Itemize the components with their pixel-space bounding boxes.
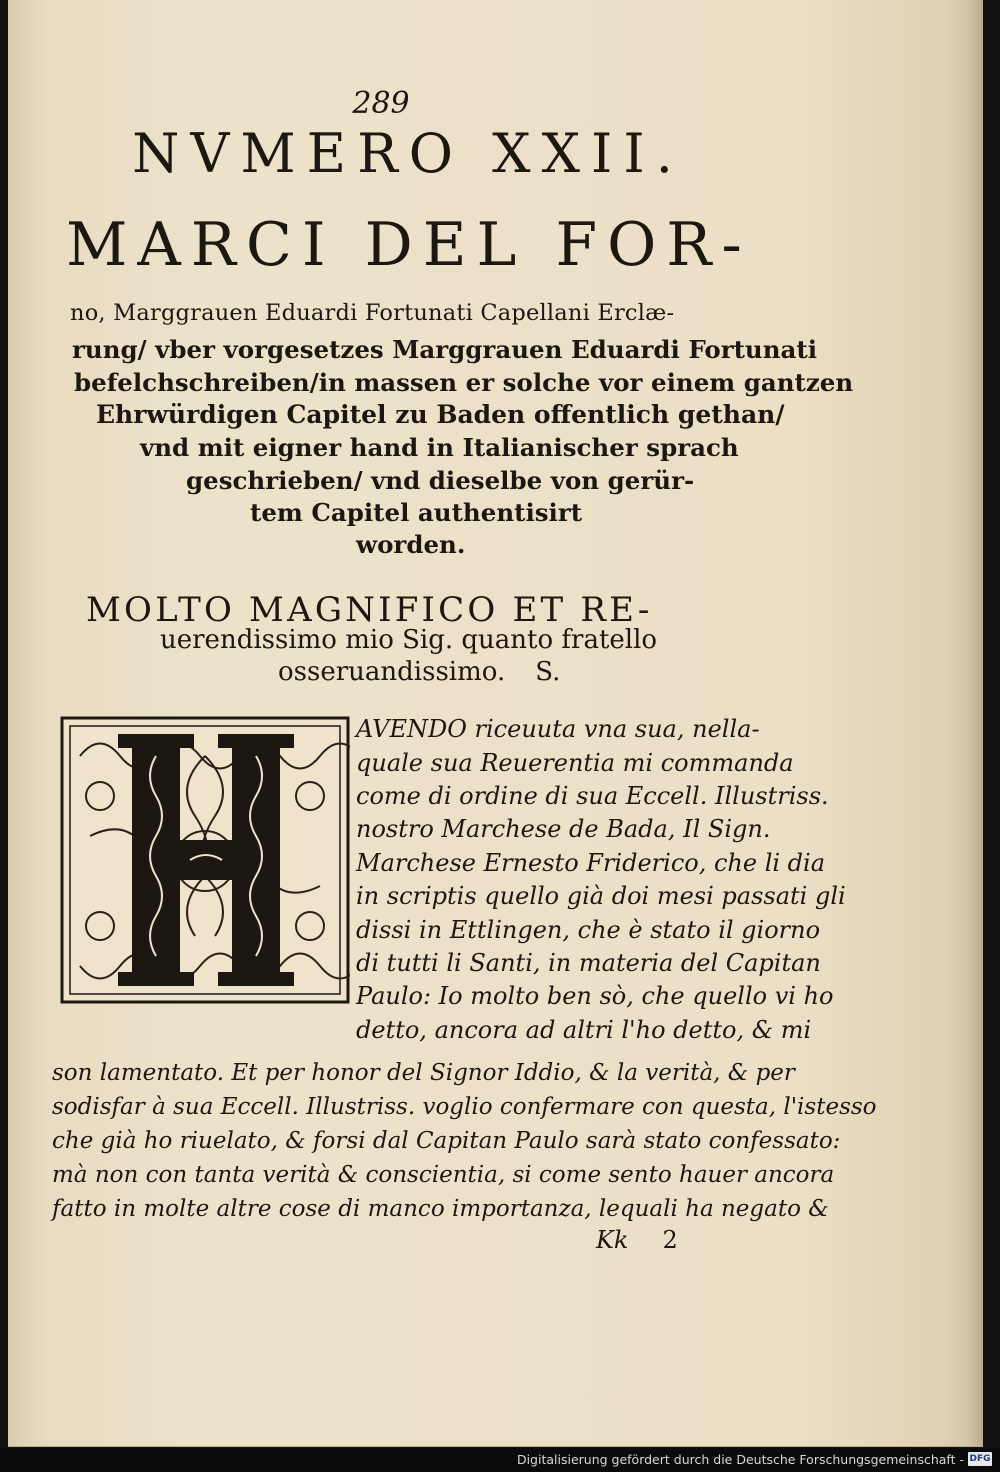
signature-number: 2 <box>662 1226 678 1254</box>
salutation-s: S. <box>535 657 561 687</box>
page-edge-shadow <box>965 0 983 1446</box>
body-line-5: Marchese Ernesto Friderico, che li dia <box>356 849 826 877</box>
title-line-8: worden. <box>356 530 466 559</box>
body-line-4: nostro Marchese de Bada, Il Sign. <box>356 815 771 843</box>
body-line-10: detto, ancora ad altri l'ho detto, & mi <box>356 1016 812 1044</box>
section-heading: NVMERO XXII. <box>132 122 684 185</box>
page-number: 289 <box>352 86 410 121</box>
decorated-initial <box>60 716 350 1004</box>
body-line-13: che già ho riuelato, & forsi dal Capitan Paulo sarà stato confessato: <box>52 1128 841 1154</box>
title-line-1: no, Marggrauen Eduardi Fortunati Capellani Erclæ- <box>70 300 675 326</box>
body-line-1: AVENDO riceuuta vna sua, nella- <box>356 715 760 743</box>
salutation-closing: osseruandissimo. <box>278 657 506 687</box>
body-line-15: fatto in molte altre cose di manco importanza, lequali ha negato & <box>52 1196 829 1222</box>
body-line-8: di tutti li Santi, in materia del Capitan <box>356 949 821 977</box>
book-page <box>8 0 983 1447</box>
body-line-3: come di ordine di sua Eccell. Illustriss. <box>356 782 829 810</box>
footer-credit: Digitalisierung gefördert durch die Deutsche Forschungsgemeinschaft - <box>516 1452 964 1467</box>
signature-letters: Kk <box>596 1226 629 1254</box>
signature-mark <box>596 1226 678 1254</box>
salutation-line-1: MOLTO MAGNIFICO ET RE- <box>86 590 653 630</box>
body-line-2: quale sua Reuerentia mi commanda <box>356 749 794 777</box>
title-line-5: vnd mit eigner hand in Italianischer sprach <box>140 433 739 462</box>
title-line-4: Ehrwürdigen Capitel zu Baden offentlich gethan/ <box>96 400 785 429</box>
title-line-3: befelchschreiben/in massen er solche vor einem gantzen <box>74 368 854 397</box>
title-line-2: rung/ vber vorgesetzes Marggrauen Eduardi Fortunati <box>72 335 818 364</box>
ornament-initial-icon <box>60 716 350 1004</box>
body-line-7: dissi in Ettlingen, che è stato il giorno <box>356 916 821 944</box>
title-line-7: tem Capitel authentisirt <box>250 498 583 527</box>
salutation-line-3 <box>278 657 560 687</box>
title-line-6: geschrieben/ vnd dieselbe von gerür- <box>186 466 695 495</box>
body-line-6: in scriptis quello già doi mesi passati gli <box>356 882 846 910</box>
body-line-11: son lamentato. Et per honor del Signor Iddio, & la verità, & per <box>52 1060 795 1086</box>
title-caps: MARCI DEL FOR- <box>66 210 752 280</box>
body-line-14: mà non con tanta verità & conscientia, si come sento hauer ancora <box>52 1162 835 1188</box>
body-line-9: Paulo: Io molto ben sò, che quello vi ho <box>356 982 834 1010</box>
salutation-line-2: uerendissimo mio Sig. quanto fratello <box>160 625 658 655</box>
body-line-12: sodisfar à sua Eccell. Illustriss. voglio confermare con questa, l'istesso <box>52 1094 877 1120</box>
dfg-logo-icon: DFG <box>969 1454 991 1464</box>
